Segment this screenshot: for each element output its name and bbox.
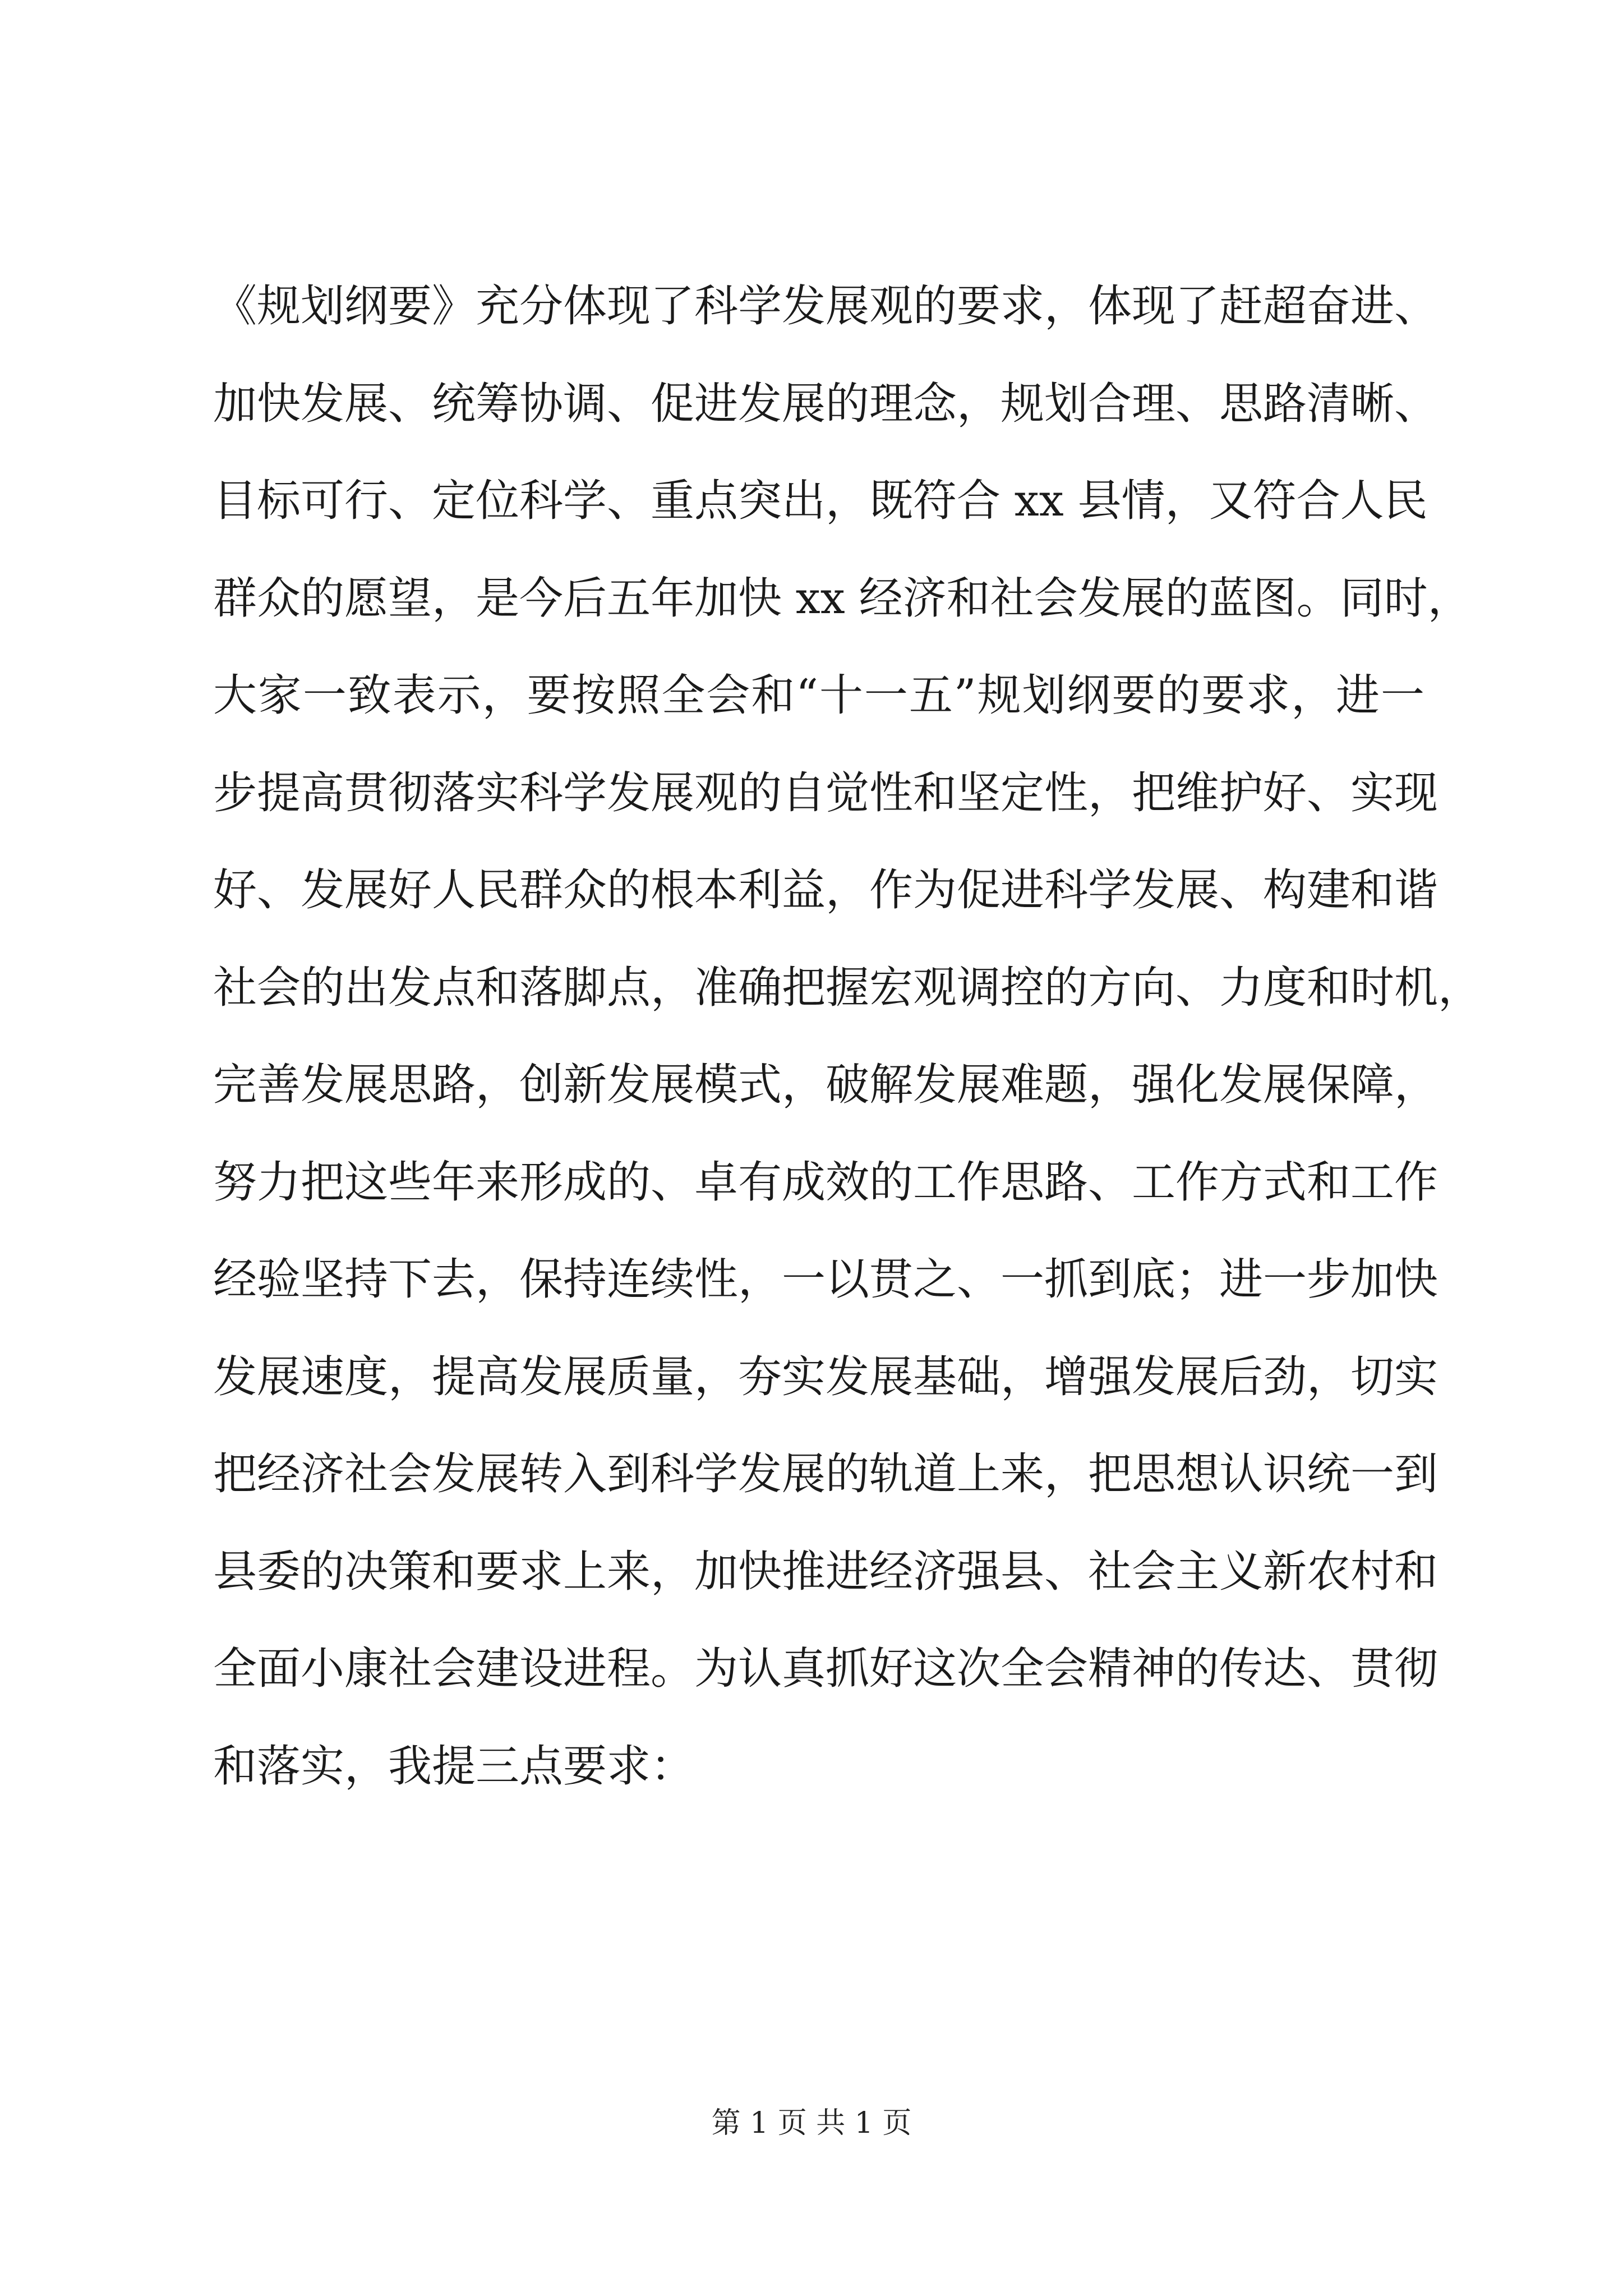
text-line: 《规划纲要》充分体现了科学发展观的要求，体现了赶超奋进、 xyxy=(213,281,1438,332)
text-line: 县委的决策和要求上来，加快推进经济强县、社会主义新农村和 xyxy=(213,1546,1438,1597)
text-line-last: 和落实，我提三点要求： xyxy=(213,1741,695,1792)
text-line: 努力把这些年来形成的、卓有成效的工作思路、工作方式和工作 xyxy=(213,1157,1438,1208)
text-line: 加快发展、统筹协调、促进发展的理念，规划合理、思路清晰、 xyxy=(213,378,1438,429)
text-line: 大家一致表示，要按照全会和“十一五”规划纲要的要求，进一 xyxy=(213,670,1424,721)
body-paragraph xyxy=(213,258,1482,1815)
text-line: 社会的出发点和落脚点，准确把握宏观调控的方向、力度和时机， xyxy=(213,962,1482,1013)
text-line: 发展速度，提高发展质量，夯实发展基础，增强发展后劲，切实 xyxy=(213,1351,1438,1402)
text-line: 把经济社会发展转入到科学发展的轨道上来，把思想认识统一到 xyxy=(213,1449,1438,1499)
text-line: 完善发展思路，创新发展模式，破解发展难题，强化发展保障， xyxy=(213,1060,1438,1110)
text-line: 全面小康社会建设进程。为认真抓好这次全会精神的传达、贯彻 xyxy=(213,1644,1438,1694)
text-line: 群众的愿望，是今后五年加快 xx 经济和社会发展的蓝图。同时， xyxy=(213,573,1472,624)
text-line: 经验坚持下去，保持连续性，一以贯之、一抓到底；进一步加快 xyxy=(213,1254,1438,1305)
text-line: 步提高贯彻落实科学发展观的自觉性和坚定性，把维护好、实现 xyxy=(213,767,1438,818)
text-line: 好、发展好人民群众的根本利益，作为促进科学发展、构建和谐 xyxy=(213,865,1438,915)
page-footer: 第 1 页 共 1 页 xyxy=(711,2106,912,2140)
text-line: 目标可行、定位科学、重点突出，既符合 xx 县情，又符合人民 xyxy=(213,476,1428,526)
